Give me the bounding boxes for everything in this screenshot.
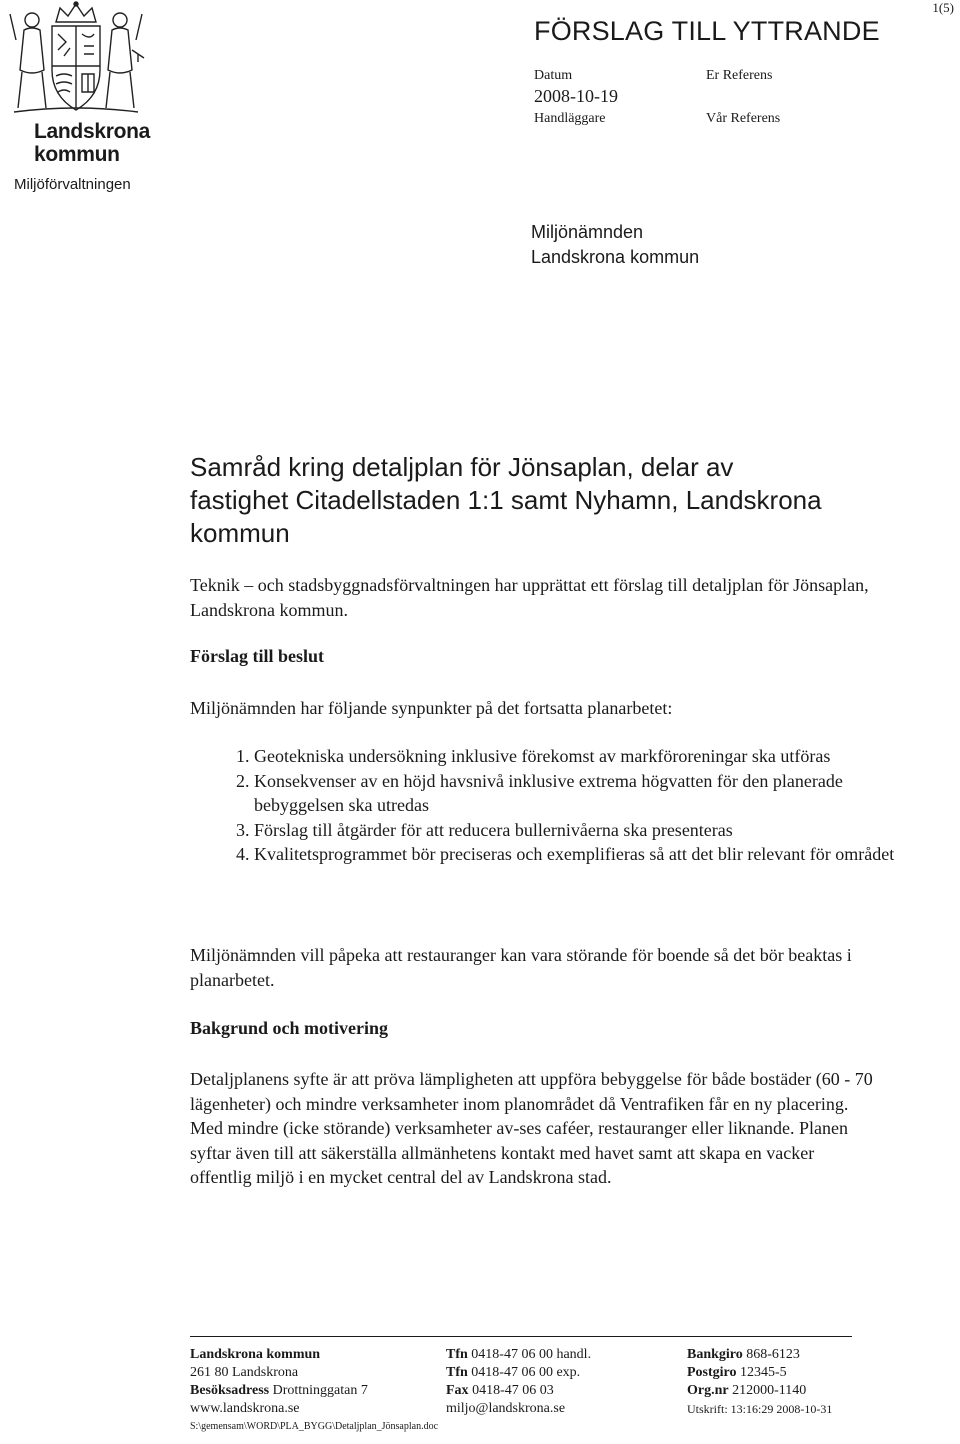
page-number: 1(5) xyxy=(932,0,954,15)
footer-orgnr-value: 212000-1140 xyxy=(732,1383,807,1398)
footer-email: miljo@landskrona.se xyxy=(446,1401,566,1416)
bakgrund-paragraph: Detaljplanens syfte är att pröva lämpligheten att uppföra bebyggelse för både bostäder (60 - 70 lägenheter) och mindre verksamheter inom planområdet då Ventrafiken får en ny placering. Med mindre (icke störande) verksamheter av-ses caféer, restauranger eller liknande. Planen syftar även till att säkerställa allmänhetens kontakt med havet samt att skapa en vacker offentlig miljö i en mycket central del av Landskrona stad. xyxy=(190,1069,873,1187)
department-name: Miljöförvaltningen xyxy=(14,176,131,193)
logo-text-line2: kommun xyxy=(34,143,120,166)
recipient-line1: Miljönämnden xyxy=(531,222,644,242)
synpunkter-list xyxy=(218,744,918,867)
footer-org-name: Landskrona kommun xyxy=(190,1347,321,1362)
footer-visit-value: Drottninggatan 7 xyxy=(272,1383,368,1398)
footer-postal-address: 261 80 Landskrona xyxy=(190,1365,299,1380)
footer-fax-label: Fax xyxy=(446,1383,469,1398)
footer-website: www.landskrona.se xyxy=(190,1401,300,1416)
list-item: 1. Geotekniska undersökning inklusive förekomst av markföroreningar ska utföras xyxy=(254,744,918,769)
footer-orgnr-label: Org.nr xyxy=(687,1383,729,1398)
date-value: 2008-10-19 xyxy=(534,86,618,106)
section-heading-forslag: Förslag till beslut xyxy=(190,646,324,666)
var-referens-label: Vår Referens xyxy=(706,111,781,126)
logo-text-line1: Landskrona xyxy=(34,120,151,143)
list-item: 3. Förslag till åtgärder för att reducera bullernivåerna ska presenteras xyxy=(254,818,918,843)
footer-fax-value: 0418-47 06 03 xyxy=(472,1383,554,1398)
municipality-logo xyxy=(0,0,150,170)
footer-postgiro-label: Postgiro xyxy=(687,1365,737,1380)
footer-payment-column xyxy=(687,1346,832,1418)
er-referens-label: Er Referens xyxy=(706,68,773,83)
footer-bankgiro-value: 868-6123 xyxy=(746,1347,800,1362)
date-label: Datum xyxy=(534,68,573,83)
footer-postgiro-value: 12345-5 xyxy=(740,1365,787,1380)
document-title: FÖRSLAG TILL YTTRANDE xyxy=(534,16,880,46)
footer-utskrift-value: 13:16:29 2008-10-31 xyxy=(730,1402,833,1416)
footer-visit-label: Besöksadress xyxy=(190,1383,270,1398)
restaurant-note: Miljönämnden vill påpeka att restauranger kan vara störande för boende så det bör beaktas i planarbetet. xyxy=(190,945,852,990)
intro-paragraph: Teknik – och stadsbyggnadsförvaltningen har upprättat ett förslag till detaljplan för Jönsaplan, Landskrona kommun. xyxy=(190,575,869,620)
footer-address-column xyxy=(190,1346,368,1418)
list-item: 2. Konsekvenser av en höjd havsnivå inklusive extrema högvatten för den planerade bebyggelsen ska utredas xyxy=(254,769,918,818)
section-heading-bakgrund: Bakgrund och motivering xyxy=(190,1018,389,1038)
footer-bankgiro-label: Bankgiro xyxy=(687,1347,743,1362)
section-lead-text: Miljönämnden har följande synpunkter på det fortsatta planarbetet: xyxy=(190,698,673,718)
footer-tfn1-label: Tfn xyxy=(446,1347,468,1362)
footer-utskrift-label: Utskrift: xyxy=(687,1402,728,1416)
subject-heading: Samråd kring detaljplan för Jönsaplan, delar av fastighet Citadellstaden 1:1 samt Nyhamn, Landskrona kommun xyxy=(190,452,822,548)
recipient-block xyxy=(531,220,699,270)
footer-tfn1-value: 0418-47 06 00 handl. xyxy=(471,1347,592,1362)
footer-contact-column xyxy=(446,1346,591,1418)
coat-of-arms-icon xyxy=(4,0,148,118)
handlaggare-label: Handläggare xyxy=(534,111,606,126)
footer-file-path: S:\gemensam\WORD\PLA_BYGG\Detaljplan_Jönsaplan.doc xyxy=(190,1421,439,1432)
footer-tfn2-value: 0418-47 06 00 exp. xyxy=(471,1365,581,1380)
footer-divider xyxy=(190,1336,852,1337)
footer-tfn2-label: Tfn xyxy=(446,1365,468,1380)
recipient-line2: Landskrona kommun xyxy=(531,247,700,267)
list-item: 4. Kvalitetsprogrammet bör preciseras och exemplifieras så att det blir relevant för området xyxy=(254,842,918,867)
